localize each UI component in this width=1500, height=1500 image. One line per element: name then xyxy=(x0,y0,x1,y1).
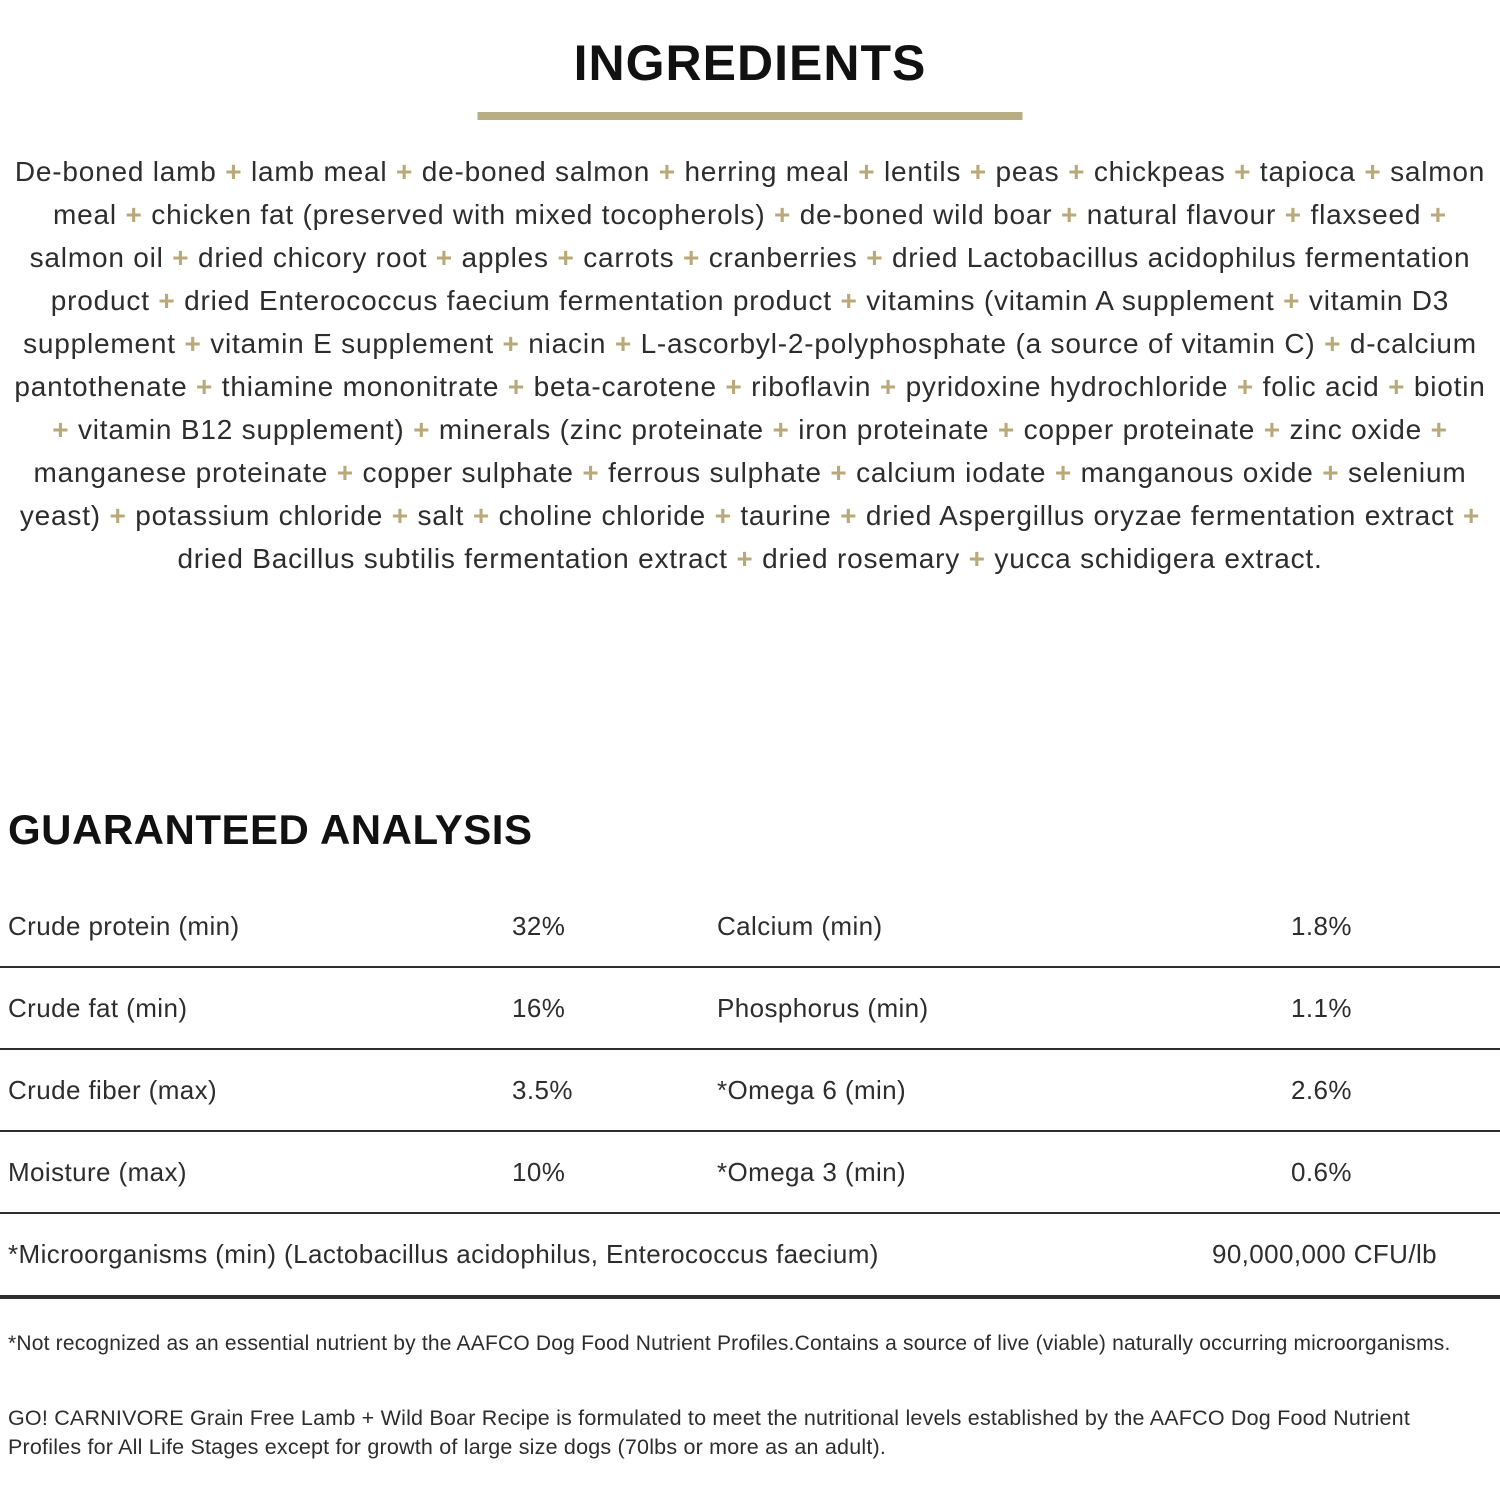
plus-separator: + xyxy=(1283,285,1301,316)
plus-separator: + xyxy=(172,242,190,273)
ingredient-item: ferrous sulphate xyxy=(608,457,822,488)
guaranteed-analysis-title: GUARANTEED ANALYSIS xyxy=(8,806,533,853)
plus-separator: + xyxy=(866,242,884,273)
plus-separator: + xyxy=(840,285,858,316)
ingredient-item: vitamin B12 supplement) xyxy=(77,414,405,445)
ingredient-item: riboflavin xyxy=(751,371,872,402)
guaranteed-analysis-table xyxy=(0,886,1500,1299)
ingredient-item: biotin xyxy=(1413,371,1486,402)
analysis-left-value: 16% xyxy=(512,992,566,1023)
ingredient-item: pyridoxine hydrochloride xyxy=(905,371,1229,402)
aafco-footnote: *Not recognized as an essential nutrient by the AAFCO Dog Food Nutrient Profiles.Contains a source of live (viable) naturally occurring microorganisms. xyxy=(8,1332,1451,1355)
plus-separator: + xyxy=(725,371,743,402)
ingredient-item: yucca schidigera extract xyxy=(994,543,1314,574)
ingredient-item: dried Aspergillus oryzae fermentation extract xyxy=(865,500,1455,531)
plus-separator: + xyxy=(1388,371,1406,402)
analysis-left-label: Moisture (max) xyxy=(8,1156,187,1187)
ingredients-title: INGREDIENTS xyxy=(573,35,927,91)
analysis-left-value: 10% xyxy=(512,1156,566,1187)
plus-separator: + xyxy=(125,199,143,230)
analysis-left-label: Crude fat (min) xyxy=(8,992,188,1023)
ingredient-item: herring meal xyxy=(684,156,850,187)
ingredient-item: manganous oxide xyxy=(1080,457,1314,488)
ingredient-item: thiamine mononitrate xyxy=(221,371,500,402)
plus-separator: + xyxy=(1284,199,1302,230)
plus-separator: + xyxy=(879,371,897,402)
plus-separator: + xyxy=(1234,156,1252,187)
plus-separator: + xyxy=(1236,371,1255,402)
ingredient-item: copper proteinate xyxy=(1023,414,1256,445)
ingredient-item: vitamin D3 supplement xyxy=(23,285,1450,359)
ingredient-item: lentils xyxy=(884,156,962,187)
plus-separator: + xyxy=(391,500,409,531)
ingredient-item: dried Bacillus subtilis fermentation extract xyxy=(177,543,728,574)
plus-separator: + xyxy=(158,285,176,316)
plus-separator: + xyxy=(614,328,632,359)
analysis-right-value: 2.6% xyxy=(1291,1074,1352,1105)
plus-separator: + xyxy=(1462,500,1481,531)
ingredient-item: zinc oxide xyxy=(1289,414,1423,445)
plus-separator: + xyxy=(557,242,575,273)
ingredient-item: flaxseed xyxy=(1310,199,1422,230)
analysis-right-label: *Omega 3 (min) xyxy=(717,1156,907,1187)
plus-separator: + xyxy=(774,199,792,230)
plus-separator: + xyxy=(1060,199,1079,230)
plus-separator: + xyxy=(336,457,354,488)
plus-separator: + xyxy=(968,543,986,574)
plus-separator: + xyxy=(507,371,526,402)
ingredient-item: choline chloride xyxy=(498,500,706,531)
ingredient-item: manganese proteinate xyxy=(33,457,329,488)
plus-separator: + xyxy=(830,457,848,488)
plus-separator: + xyxy=(772,414,790,445)
formulation-statement: GO! CARNIVORE Grain Free Lamb + Wild Boar Recipe is formulated to meet the nutritional levels established by the AAFCO Dog Food Nutrient Profiles for All Life Stages except for growth of large size dogs (70lbs or more as an adult). xyxy=(8,1406,1411,1459)
analysis-left-label: Crude fiber (max) xyxy=(8,1074,218,1105)
plus-separator: + xyxy=(997,414,1016,445)
ingredient-item: minerals (zinc proteinate xyxy=(438,414,764,445)
ingredient-item: chicken fat (preserved with mixed tocopherols) xyxy=(151,199,766,230)
ingredient-item: salmon oil xyxy=(29,242,164,273)
analysis-right-value: 1.1% xyxy=(1291,992,1352,1023)
analysis-left-value: 3.5% xyxy=(512,1074,573,1105)
plus-separator: + xyxy=(1430,414,1448,445)
plus-separator: + xyxy=(658,156,676,187)
plus-separator: + xyxy=(395,156,414,187)
plus-separator: + xyxy=(969,156,987,187)
ingredient-item: potassium chloride xyxy=(135,500,384,531)
title-underline-rule xyxy=(478,112,1023,120)
plus-separator: + xyxy=(196,371,214,402)
plus-separator: + xyxy=(472,500,490,531)
analysis-right-label: *Omega 6 (min) xyxy=(717,1074,907,1105)
ingredient-item: copper sulphate xyxy=(362,457,574,488)
plus-separator: + xyxy=(1364,156,1382,187)
ingredient-item: peas xyxy=(995,156,1060,187)
ingredient-item: lamb meal xyxy=(251,156,388,187)
microorganisms-value: 90,000,000 CFU/lb xyxy=(1211,1239,1437,1269)
ingredient-item: beta-carotene xyxy=(533,371,717,402)
analysis-right-value: 0.6% xyxy=(1291,1156,1352,1187)
plus-separator: + xyxy=(1322,457,1340,488)
ingredient-item: taurine xyxy=(740,500,832,531)
plus-separator: + xyxy=(184,328,202,359)
ingredient-item: niacin xyxy=(528,328,607,359)
ingredient-item: dried rosemary xyxy=(762,543,961,574)
plus-separator: + xyxy=(52,414,70,445)
ingredient-item: tapioca xyxy=(1259,156,1356,187)
ingredient-item: chickpeas xyxy=(1093,156,1226,187)
analysis-row xyxy=(0,1132,1500,1214)
ingredient-item: dried Lactobacillus acidophilus fermentation product xyxy=(50,242,1471,316)
plus-separator: + xyxy=(1429,199,1447,230)
ingredient-item: dried chicory root xyxy=(198,242,428,273)
ingredient-item: cranberries xyxy=(708,242,858,273)
plus-separator: + xyxy=(1054,457,1073,488)
ingredient-item: iron proteinate xyxy=(798,414,990,445)
ingredient-item: calcium iodate xyxy=(856,457,1047,488)
analysis-row xyxy=(0,968,1500,1050)
plus-separator: + xyxy=(1263,414,1281,445)
microorganisms-label: *Microorganisms (min) (Lactobacillus acidophilus, Enterococcus faecium) xyxy=(8,1239,879,1269)
ingredient-item: de-boned salmon xyxy=(421,156,651,187)
microorganisms-row xyxy=(0,1214,1500,1299)
plus-separator: + xyxy=(413,414,431,445)
ingredient-item: L-ascorbyl-2-polyphosphate (a source of vitamin C) xyxy=(640,328,1316,359)
ingredient-item: de-boned wild boar xyxy=(799,199,1053,230)
ingredient-item: carrots xyxy=(583,242,675,273)
plus-separator: + xyxy=(1324,328,1342,359)
analysis-row xyxy=(0,886,1500,968)
plus-separator: + xyxy=(435,242,453,273)
ingredient-item: salt xyxy=(417,500,465,531)
plus-separator: + xyxy=(858,156,876,187)
plus-separator: + xyxy=(502,328,520,359)
plus-separator: + xyxy=(109,500,127,531)
plus-separator: + xyxy=(714,500,732,531)
analysis-right-label: Phosphorus (min) xyxy=(717,992,929,1023)
ingredient-item: d-calcium pantothenate xyxy=(14,328,1477,402)
ingredient-item: apples xyxy=(461,242,549,273)
plus-separator: + xyxy=(736,543,754,574)
ingredient-item: De-boned lamb xyxy=(14,156,217,187)
plus-separator: + xyxy=(840,500,858,531)
analysis-row xyxy=(0,1050,1500,1132)
plus-separator: + xyxy=(682,242,701,273)
ingredient-item: dried Enterococcus faecium fermentation product xyxy=(184,285,832,316)
analysis-left-label: Crude protein (min) xyxy=(8,910,240,941)
plus-separator: + xyxy=(1068,156,1086,187)
plus-separator: + xyxy=(225,156,243,187)
analysis-right-label: Calcium (min) xyxy=(717,910,883,941)
ingredient-item: folic acid xyxy=(1262,371,1380,402)
ingredient-item: natural flavour xyxy=(1086,199,1277,230)
analysis-right-value: 1.8% xyxy=(1291,910,1352,941)
ingredient-item: vitamins (vitamin A supplement xyxy=(866,285,1275,316)
ingredient-item: vitamin E supplement xyxy=(210,328,494,359)
ingredient-item: salmon meal xyxy=(53,156,1486,230)
ingredient-item: selenium yeast) xyxy=(19,457,1467,531)
plus-separator: + xyxy=(582,457,600,488)
ingredients-paragraph: De-boned lamb + lamb meal + de-boned salmon + herring meal + lentils + peas + chickpeas + tapioca + salmon meal + chicken fat (preserved with mixed tocopherols) + de-boned wild boar + natural flavour + flaxseed + salmon oil + dried chicory root + apples + carrots + cranberries + dried Lactobacillus acidophilus fermentation product + dried Enterococcus faecium fermentation product + vitamins (vitamin A supplement + vitamin D3 supplement + vitamin E supplement + niacin + L-ascorbyl-2-polyphosphate (a source of vitamin C) + d-calcium pantothenate + thiamine mononitrate + beta-carotene + riboflavin + pyridoxine hydrochloride + folic acid + biotin + vitamin B12 supplement) + minerals (zinc proteinate + iron proteinate + copper proteinate + zinc oxide + manganese proteinate + copper sulphate + ferrous sulphate + calcium iodate + manganous oxide + selenium yeast) + potassium chloride + salt + choline chloride + taurine + dried Aspergillus oryzae fermentation extract + dried Bacillus subtilis fermentation extract + dried rosemary + yucca schidigera extract. xyxy=(14,156,1486,574)
analysis-left-value: 32% xyxy=(512,910,566,941)
